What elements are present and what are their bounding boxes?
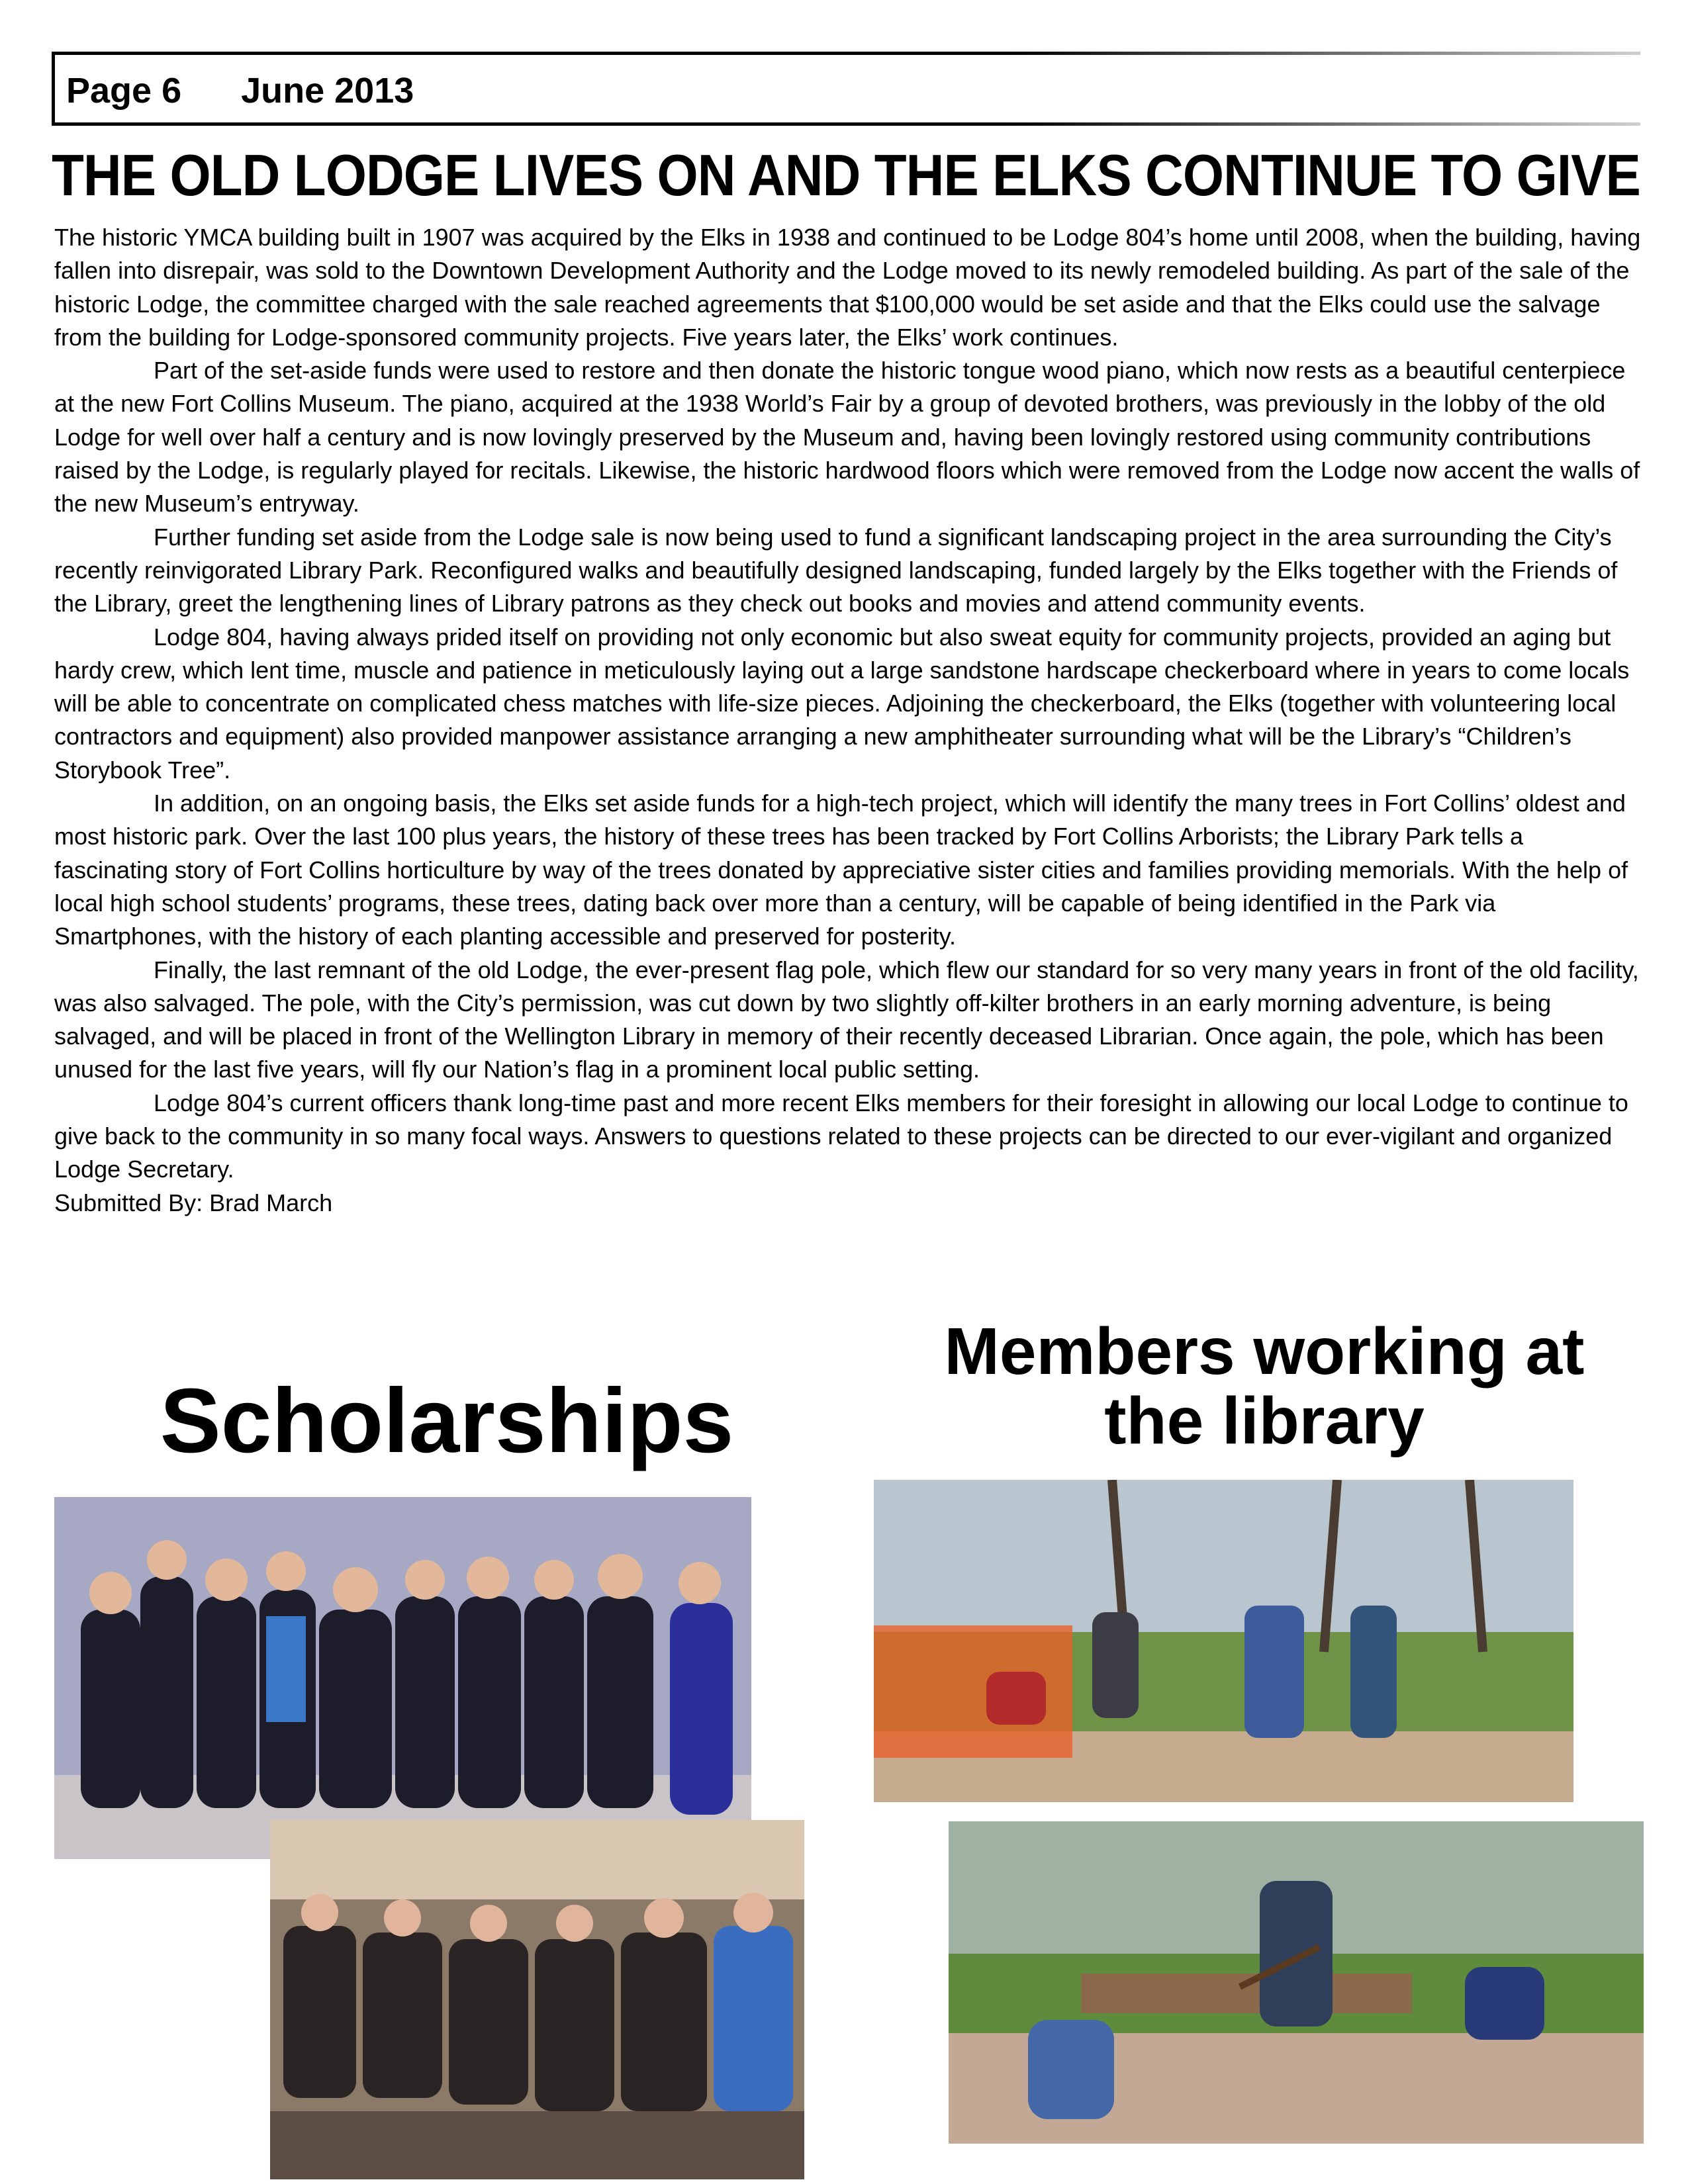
article-paragraph: Lodge 804, having always prided itself on providing not only economic but also sweat equity for community projects, provided an aging but hardy crew, which lent time, muscle and patience in meticulously laying out a large sandstone hardscape checkerboard where in years to come locals will be able to concentrate on complicated chess matches with life-size pieces. Adjoining the checkerboard, the Elks (together with volunteering local contractors and equipment) also provided manpower assistance arranging a new amphitheater surrounding what will be the Library’s “Children’s Storybook Tree”. xyxy=(54,623,1630,784)
article-title: THE OLD LODGE LIVES ON AND THE ELKS CONTINUE TO GIVE xyxy=(52,142,1640,208)
paving-photo-icon xyxy=(949,1821,1644,2144)
article-paragraph: Further funding set aside from the Lodge sale is now being used to fund a significant landscaping project in the area surrounding the City’s recently reinvigorated Library Park. Reconfigured walks and beautifully designed landscaping, funded largely by the Elks together with the Friends of the Library, greet the lengthening lines of Library patrons as they check out books and movies and attend community events. xyxy=(54,523,1618,617)
page-header xyxy=(66,70,473,111)
article-paragraph: The historic YMCA building built in 1907 was acquired by the Elks in 1938 and continued to be Lodge 804’s home until 2008, when the building, having fallen into disrepair, was sold to the Downtown Development Authority and the Lodge moved to its newly remodeled building. As part of the sale of the historic Lodge, the committee charged with the sale reached agreements that $100,000 would be set aside and that the Elks could use the salvage from the building for Lodge-sponsored community projects. Five years later, the Elks’ work continues. xyxy=(54,224,1641,351)
audience-photo-icon xyxy=(270,1820,804,2179)
worksite-photo-icon xyxy=(874,1480,1573,1802)
header-rule-top xyxy=(52,52,1640,55)
article-paragraph: Part of the set-aside funds were used to restore and then donate the historic tongue wood piano, which now rests as a beautiful centerpiece at the new Fort Collins Museum. The piano, acquired at the 1938 World’s Fair by a group of devoted brothers, was previously in the lobby of the old Lodge for well over half a century and is now lovingly preserved by the Museum and, having been lovingly restored using community contributions raised by the Lodge, is regularly played for recitals. Likewise, the historic hardwood floors which were removed from the Lodge now accent the walls of the new Museum’s entryway. xyxy=(54,357,1640,518)
group-photo-icon xyxy=(54,1497,751,1859)
library-heading xyxy=(887,1314,1642,1458)
article-paragraph: Lodge 804’s current officers thank long-time past and more recent Elks members for their foresight in allowing our local Lodge to continue to give back to the community in so many focal ways. Answers to questions related to these projects can be directed to our ever-vigilant and organized Lodge Secretary. xyxy=(54,1089,1628,1183)
article-paragraph: In addition, on an ongoing basis, the Elks set aside funds for a high-tech project, which will identify the many trees in Fort Collins’ oldest and most historic park. Over the last 100 plus years, the history of these trees has been tracked by Fort Collins Arborists; the Library Park tells a fascinating story of Fort Collins horticulture by way of the trees donated by appreciative sister cities and families providing memorials. With the help of local high school students’ programs, these trees, dating back over more than a century, will be capable of being identified in the Park via Smartphones, with the history of each planting accessible and preserved for posterity. xyxy=(54,790,1628,950)
scholarships-heading: Scholarships xyxy=(160,1370,734,1472)
page-number: Page 6 xyxy=(66,71,182,111)
library-heading-line1: Members working at xyxy=(944,1314,1585,1388)
issue-date: June 2013 xyxy=(241,71,414,111)
article-paragraph: Finally, the last remnant of the old Lodge, the ever-present flag pole, which flew our standard for so very many years in front of the old facility, was also salvaged. The pole, with the City’s permission, was cut down by two slightly off-kilter brothers in an early morning adventure, is being salvaged, and will be placed in front of the Wellington Library in memory of their recently deceased Librarian. Once again, the pole, which has been unused for the last five years, will fly our Nation’s flag in a prominent local public setting. xyxy=(54,956,1639,1083)
header-rule-bottom xyxy=(52,122,1640,126)
library-heading-line2: the library xyxy=(1104,1384,1425,1458)
article-body xyxy=(54,221,1643,1220)
byline: Submitted By: Brad March xyxy=(54,1189,333,1216)
